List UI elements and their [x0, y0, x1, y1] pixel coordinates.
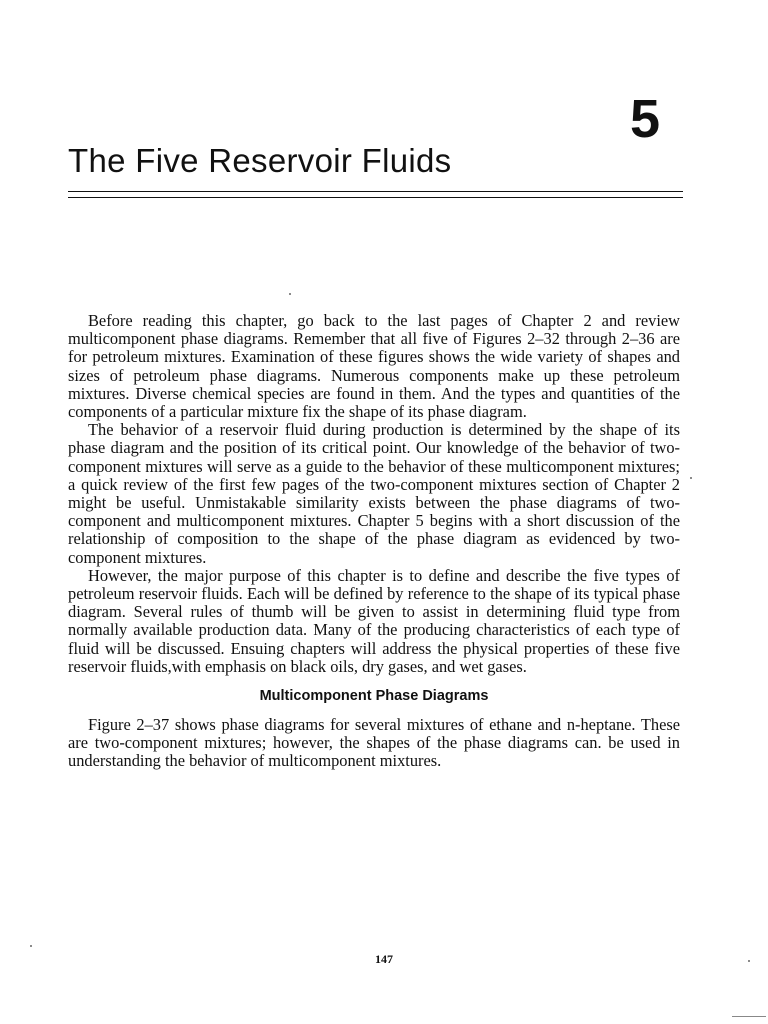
scan-speck: [748, 960, 750, 962]
page-number: 147: [375, 952, 393, 966]
scan-speck: [30, 945, 32, 947]
paragraph-intro: Before reading this chapter, go back to the last pages of Chapter 2 and review multicomponent phase diagrams. Remember that all five of Figures 2–32 through 2–36 are for petroleum mixtures. Examination of these figures shows the wide variety of shapes and sizes of petroleum phase diagrams. Numerous components make up these petroleum mixtures. Diverse chemical species are found in them. And the types and quantities of the components of a particular mixture fix the shape of its phase diagram.: [68, 311, 680, 422]
chapter-title: The Five Reservoir Fluids: [68, 142, 452, 179]
scan-mark: [732, 1016, 766, 1017]
paragraph-purpose: However, the major purpose of this chapter is to define and describe the five types of petroleum reservoir fluids. Each will be defined by reference to the shape of its typical phase diagram. Several rules of thumb will be given to assist in determining fluid type from normally available production data. Many of the producing characteristics of each type of fluid will be discussed. Ensuing chapters will address the physical properties of these five reservoir fluids,with emphasis on black oils, dry gases, and wet gases.: [68, 565, 680, 676]
title-rule-top: [68, 191, 683, 192]
paragraph-section: Figure 2–37 shows phase diagrams for several mixtures of ethane and n-heptane. These are two-component mixtures; however, the shapes of the phase diagrams can. be used in understanding the behavior of multicomponent mixtures.: [68, 715, 680, 771]
chapter-body: [68, 312, 680, 771]
scan-speck: [289, 293, 291, 295]
section-heading: Multicomponent Phase Diagrams: [259, 688, 489, 705]
scan-speck: [690, 477, 692, 479]
title-rule-bottom: [68, 197, 683, 198]
chapter-number: 5: [629, 89, 660, 149]
paragraph-behavior: The behavior of a reservoir fluid during production is determined by the shape of its phase diagram and the position of its critical point. Our knowledge of the behavior of two-component mixtures will serve as a guide to the behavior of these multicomponent mixtures; a quick review of the first few pages of the two-component mixtures section of Chapter 2 might be useful. Unmistakable similarity exists between the phase diagrams of two-component and multicomponent mixtures. Chapter 5 begins with a short discussion of the relationship of composition to the shape of the phase diagram as evidenced by two-component mixtures.: [68, 420, 680, 567]
